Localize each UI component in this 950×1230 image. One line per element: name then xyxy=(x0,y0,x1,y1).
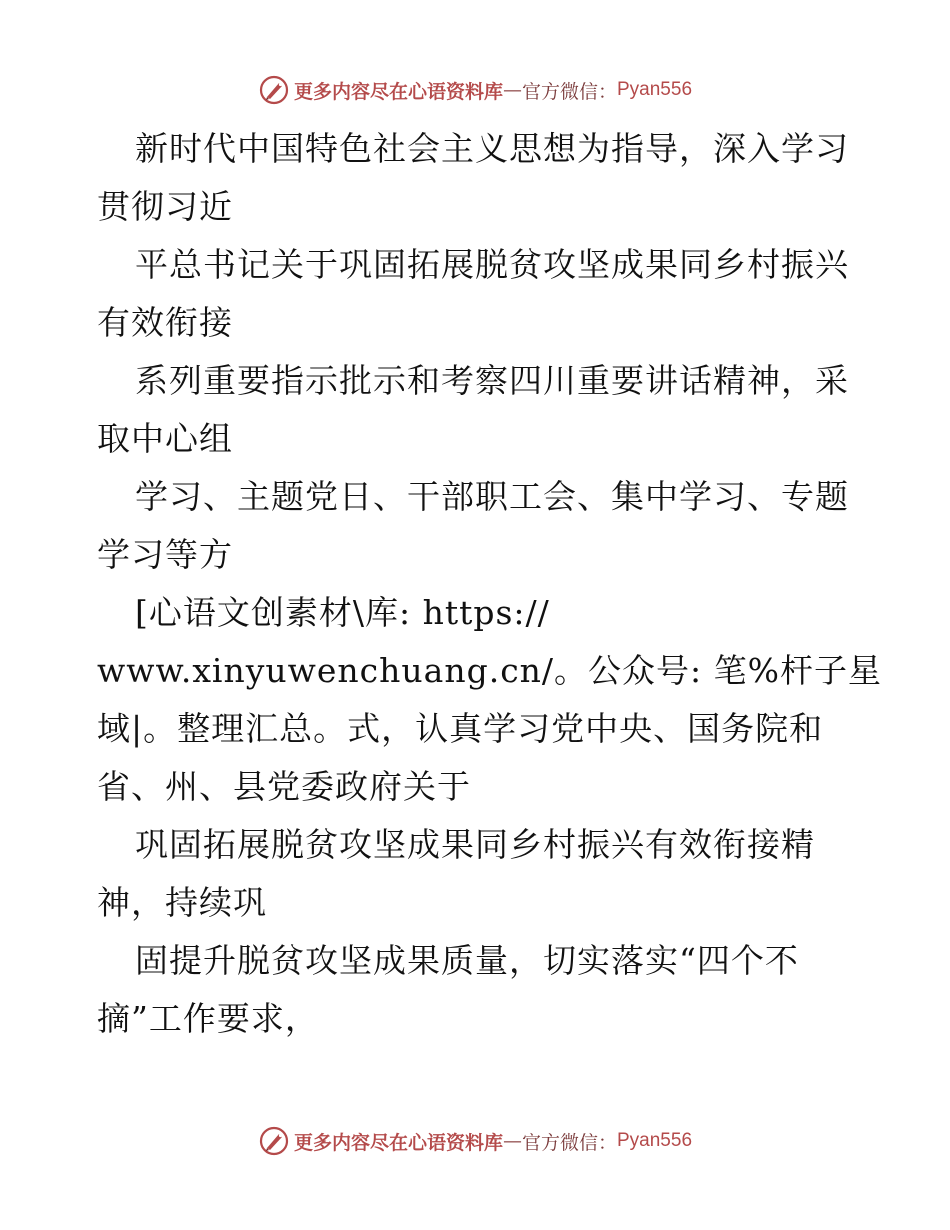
body-line: 取中心组 xyxy=(97,419,233,458)
pen-logo-icon xyxy=(258,1125,290,1157)
body-line: 平总书记关于巩固拓展脱贫攻坚成果同乡村振兴 xyxy=(135,245,849,284)
body-line: 神，持续巩 xyxy=(97,883,267,922)
body-line: 摘”工作要求， xyxy=(97,999,319,1038)
body-line: www.xinyuwenchuang.cn/。公众号: 笔%杆子星 xyxy=(97,651,883,690)
footer-wechat-label: 官方微信： xyxy=(521,1131,617,1154)
header-wechat-id: Pyan556 xyxy=(617,79,693,100)
body-line: 固提升脱贫攻坚成果质量，切实落实“四个不 xyxy=(135,941,799,980)
header-banner-title: 更多内容尽在心语资料库 xyxy=(293,80,503,103)
body-line: 巩固拓展脱贫攻坚成果同乡村振兴有效衔接精 xyxy=(135,825,815,864)
footer-banner xyxy=(0,1121,950,1161)
body-line: 省、州、县党委政府关于 xyxy=(97,767,471,806)
footer-banner-title: 更多内容尽在心语资料库 xyxy=(293,1131,503,1154)
body-line: 有效衔接 xyxy=(97,303,233,342)
body-line: 学习、主题党日、干部职工会、集中学习、专题 xyxy=(135,477,849,516)
body-line: 新时代中国特色社会主义思想为指导，深入学习 xyxy=(135,129,849,168)
pen-logo-icon xyxy=(258,74,290,106)
footer-banner-separator: — xyxy=(502,1130,522,1152)
header-banner-separator: — xyxy=(502,79,522,101)
body-line: 域|。整理汇总。式，认真学习党中央、国务院和 xyxy=(97,709,824,748)
body-line: 贯彻习近 xyxy=(97,187,233,226)
body-text xyxy=(97,120,883,1048)
body-line: 系列重要指示批示和考察四川重要讲话精神，采 xyxy=(135,361,849,400)
body-line: 学习等方 xyxy=(97,535,233,574)
footer-wechat-id: Pyan556 xyxy=(617,1130,693,1151)
header-banner xyxy=(0,70,950,110)
body-line: [心语文创素材\库: https:// xyxy=(135,593,550,632)
header-wechat-label: 官方微信： xyxy=(521,80,617,103)
